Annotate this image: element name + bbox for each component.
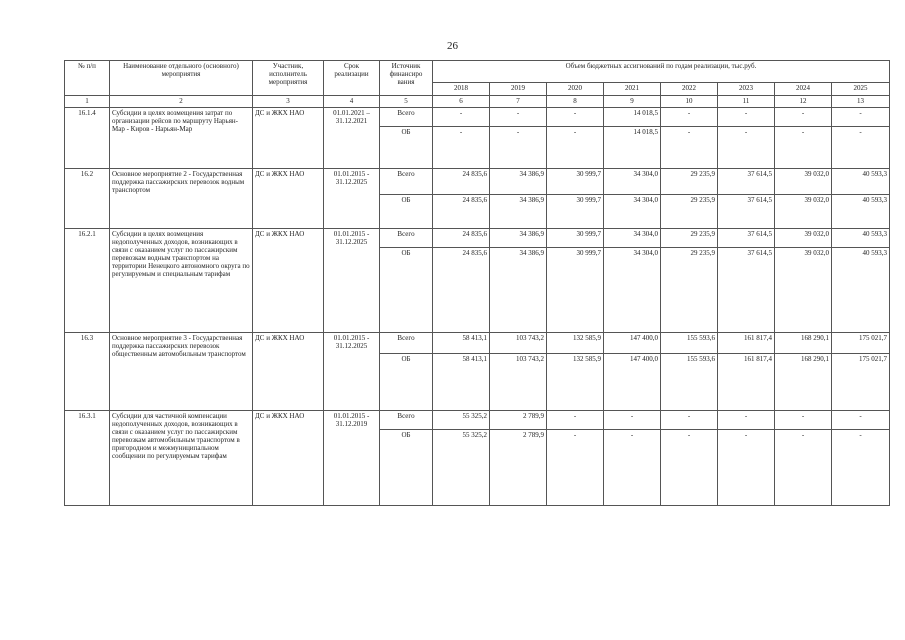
- row-value: 40 593,3: [832, 169, 890, 195]
- row-source: Всего: [380, 411, 433, 430]
- header-year: 2023: [718, 83, 775, 96]
- row-value: 40 593,3: [832, 229, 890, 248]
- row-value: -: [832, 108, 890, 127]
- row-period: 01.01.2015 - 31.12.2019: [324, 411, 380, 506]
- row-value: 34 386,9: [490, 195, 547, 229]
- table-row: [65, 169, 890, 195]
- row-period: 01.01.2021 – 31.12.2021: [324, 108, 380, 169]
- row-source: Всего: [380, 333, 433, 354]
- row-value: 39 032,0: [775, 248, 832, 333]
- row-participant: ДС и ЖКХ НАО: [253, 229, 324, 333]
- row-value: 161 817,4: [718, 333, 775, 354]
- row-value: 34 304,0: [604, 248, 661, 333]
- row-value: 37 614,5: [718, 248, 775, 333]
- header-name: Наименование отдельного (основного) мероприятия: [110, 61, 253, 96]
- index-cell: 10: [661, 96, 718, 108]
- row-value: -: [490, 127, 547, 169]
- table-row: [65, 229, 890, 248]
- row-value: 37 614,5: [718, 229, 775, 248]
- index-cell: 8: [547, 96, 604, 108]
- index-cell: 11: [718, 96, 775, 108]
- row-value: 161 817,4: [718, 354, 775, 411]
- row-name: Субсидии для частичной компенсации недополученных доходов, возникающих в связи с оказанием услуг по пассажирским перевозкам автомобильным транспортом в пригородном и межмуниципальном сообщении по регулируемым тарифам: [110, 411, 253, 506]
- row-source: ОБ: [380, 354, 433, 411]
- row-value: 147 400,0: [604, 333, 661, 354]
- row-value: 39 032,0: [775, 229, 832, 248]
- header-year: 2018: [433, 83, 490, 96]
- row-source: Всего: [380, 229, 433, 248]
- row-source: Всего: [380, 108, 433, 127]
- row-value: 30 999,7: [547, 169, 604, 195]
- header-year: 2025: [832, 83, 890, 96]
- row-name: Основное мероприятие 2 - Государственная поддержка пассажирских перевозок водным транспортом: [110, 169, 253, 229]
- row-number: 16.3: [65, 333, 110, 411]
- row-value: 37 614,5: [718, 169, 775, 195]
- row-value: 40 593,3: [832, 195, 890, 229]
- table-row: [65, 411, 890, 430]
- row-period: 01.01.2015 - 31.12.2025: [324, 229, 380, 333]
- header-period: Срок реализации: [324, 61, 380, 96]
- row-value: 34 304,0: [604, 195, 661, 229]
- index-cell: 6: [433, 96, 490, 108]
- row-value: -: [661, 127, 718, 169]
- header-year: 2021: [604, 83, 661, 96]
- row-value: 24 835,6: [433, 248, 490, 333]
- index-cell: 13: [832, 96, 890, 108]
- row-source: Всего: [380, 169, 433, 195]
- index-cell: 4: [324, 96, 380, 108]
- row-value: -: [718, 411, 775, 430]
- index-cell: 7: [490, 96, 547, 108]
- row-value: 24 835,6: [433, 229, 490, 248]
- row-value: -: [547, 108, 604, 127]
- row-value: 103 743,2: [490, 354, 547, 411]
- row-number: 16.2: [65, 169, 110, 229]
- row-value: 40 593,3: [832, 248, 890, 333]
- row-value: -: [661, 430, 718, 506]
- row-value: -: [832, 430, 890, 506]
- row-value: -: [718, 430, 775, 506]
- row-value: -: [832, 411, 890, 430]
- row-value: -: [433, 127, 490, 169]
- row-value: 55 325,2: [433, 411, 490, 430]
- row-participant: ДС и ЖКХ НАО: [253, 108, 324, 169]
- header-row: [65, 61, 890, 83]
- row-source: ОБ: [380, 195, 433, 229]
- row-value: 103 743,2: [490, 333, 547, 354]
- row-value: 168 290,1: [775, 333, 832, 354]
- row-value: 34 386,9: [490, 169, 547, 195]
- row-name: Субсидии в целях возмещения затрат по организации рейсов по маршруту Нарьян-Мар - Киров - Нарьян-Мар: [110, 108, 253, 169]
- row-source: ОБ: [380, 248, 433, 333]
- row-value: -: [433, 108, 490, 127]
- row-value: -: [547, 430, 604, 506]
- row-value: 39 032,0: [775, 195, 832, 229]
- header-no: № п/п: [65, 61, 110, 96]
- row-value: 175 021,7: [832, 333, 890, 354]
- row-value: -: [832, 127, 890, 169]
- row-value: 55 325,2: [433, 430, 490, 506]
- row-value: 39 032,0: [775, 169, 832, 195]
- row-value: 58 413,1: [433, 354, 490, 411]
- page-number: 26: [447, 40, 458, 52]
- budget-table: [64, 60, 890, 506]
- row-value: 132 585,9: [547, 333, 604, 354]
- row-value: 29 235,9: [661, 169, 718, 195]
- index-cell: 12: [775, 96, 832, 108]
- row-value: 2 789,9: [490, 411, 547, 430]
- row-value: -: [775, 127, 832, 169]
- row-number: 16.2.1: [65, 229, 110, 333]
- row-value: -: [775, 108, 832, 127]
- row-value: -: [604, 430, 661, 506]
- header-year: 2019: [490, 83, 547, 96]
- row-source: ОБ: [380, 127, 433, 169]
- row-value: 168 290,1: [775, 354, 832, 411]
- row-value: -: [775, 411, 832, 430]
- row-value: -: [775, 430, 832, 506]
- row-value: 29 235,9: [661, 248, 718, 333]
- table-row: [65, 108, 890, 127]
- row-value: 24 835,6: [433, 195, 490, 229]
- row-source: ОБ: [380, 430, 433, 506]
- header-year: 2024: [775, 83, 832, 96]
- row-participant: ДС и ЖКХ НАО: [253, 333, 324, 411]
- header-participant: Участник, исполнитель мероприятия: [253, 61, 324, 96]
- row-value: -: [661, 108, 718, 127]
- row-value: 29 235,9: [661, 229, 718, 248]
- row-value: 34 304,0: [604, 169, 661, 195]
- row-value: 30 999,7: [547, 229, 604, 248]
- row-value: 155 593,6: [661, 354, 718, 411]
- row-value: 132 585,9: [547, 354, 604, 411]
- row-period: 01.01.2015 - 31.12.2025: [324, 169, 380, 229]
- row-value: 147 400,0: [604, 354, 661, 411]
- row-value: 34 386,9: [490, 229, 547, 248]
- row-value: 2 789,9: [490, 430, 547, 506]
- index-row: [65, 96, 890, 108]
- row-value: -: [661, 411, 718, 430]
- row-value: -: [547, 411, 604, 430]
- row-number: 16.1.4: [65, 108, 110, 169]
- row-value: 30 999,7: [547, 195, 604, 229]
- row-value: -: [490, 108, 547, 127]
- row-value: 14 018,5: [604, 127, 661, 169]
- header-year: 2022: [661, 83, 718, 96]
- row-value: 24 835,6: [433, 169, 490, 195]
- row-value: -: [547, 127, 604, 169]
- index-cell: 9: [604, 96, 661, 108]
- index-cell: 2: [110, 96, 253, 108]
- row-value: 58 413,1: [433, 333, 490, 354]
- row-value: -: [604, 411, 661, 430]
- header-source: Источник финансиро вания: [380, 61, 433, 96]
- row-value: -: [718, 127, 775, 169]
- row-value: 37 614,5: [718, 195, 775, 229]
- row-value: 34 304,0: [604, 229, 661, 248]
- row-participant: ДС и ЖКХ НАО: [253, 411, 324, 506]
- row-name: Основное мероприятие 3 - Государственная поддержка пассажирских перевозок общественным автомобильным транспортом: [110, 333, 253, 411]
- row-value: 14 018,5: [604, 108, 661, 127]
- index-cell: 5: [380, 96, 433, 108]
- row-period: 01.01.2015 - 31.12.2025: [324, 333, 380, 411]
- row-value: 29 235,9: [661, 195, 718, 229]
- row-value: 175 021,7: [832, 354, 890, 411]
- row-value: 30 999,7: [547, 248, 604, 333]
- row-participant: ДС и ЖКХ НАО: [253, 169, 324, 229]
- header-volume: Объем бюджетных ассигнований по годам реализации, тыс.руб.: [433, 61, 890, 83]
- index-cell: 3: [253, 96, 324, 108]
- row-name: Субсидии в целях возмещения недополученных доходов, возникающих в связи с оказанием услуг по пассажирским перевозкам водным транспортом на территории Ненецкого автономного округа по регулируемым и специальным тарифам: [110, 229, 253, 333]
- index-cell: 1: [65, 96, 110, 108]
- row-value: 34 386,9: [490, 248, 547, 333]
- row-number: 16.3.1: [65, 411, 110, 506]
- row-value: -: [718, 108, 775, 127]
- row-value: 155 593,6: [661, 333, 718, 354]
- table-row: [65, 333, 890, 354]
- header-year: 2020: [547, 83, 604, 96]
